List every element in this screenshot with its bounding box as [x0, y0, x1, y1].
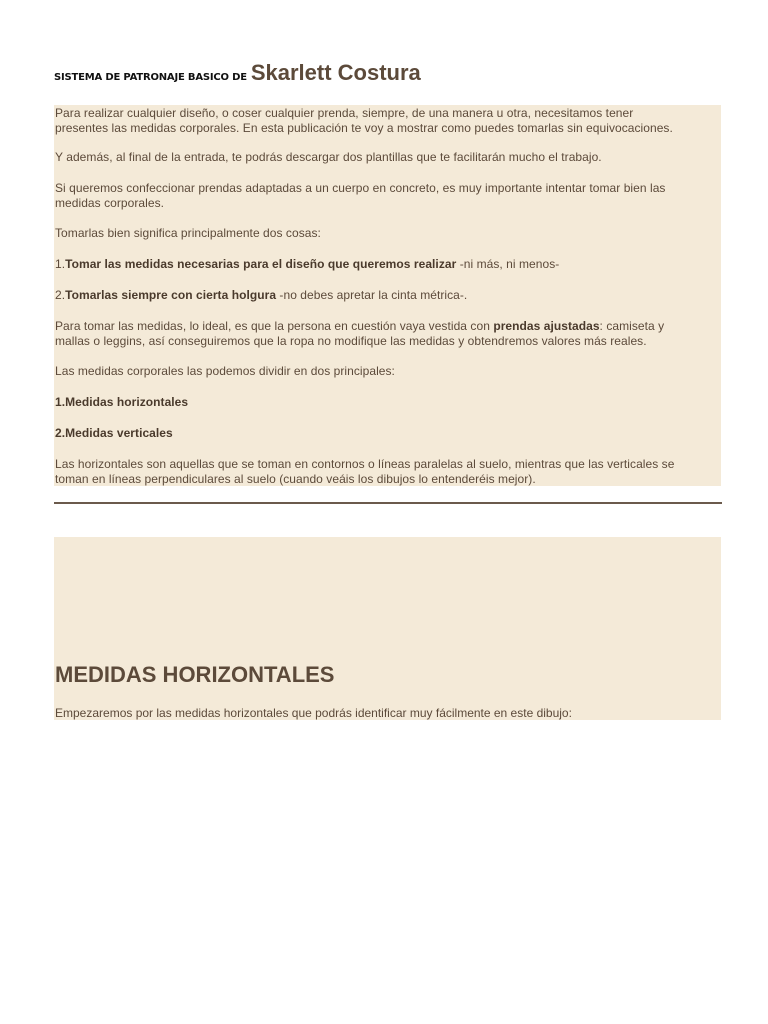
list-item-2: 2.Tomarlas siempre con cierta holgura -no debes apretar la cinta métrica-.	[55, 288, 468, 302]
paragraph-2: Y además, al final de la entrada, te podrás descargar dos plantillas que te facilitarán mucho el trabajo.	[55, 150, 602, 164]
list-item-1: 1.Tomar las medidas necesarias para el diseño que queremos realizar -ni más, ni menos-	[55, 257, 560, 271]
intro-block	[54, 105, 721, 486]
section-divider	[54, 502, 722, 504]
subheading-vertical: 2.Medidas verticales	[55, 426, 173, 440]
paragraph-4: Tomarlas bien significa principalmente dos cosas:	[55, 226, 321, 240]
header-brand: Skarlett Costura	[250, 60, 421, 85]
paragraph-6: Las medidas corporales las podemos dividir en dos principales:	[55, 364, 395, 378]
paragraph-3: Si queremos confeccionar prendas adaptadas a un cuerpo en concreto, es muy importante intentar tomar bien las medidas corporales.	[55, 181, 666, 210]
document-header	[54, 60, 421, 86]
paragraph-7: Las horizontales son aquellas que se toman en contornos o líneas paralelas al suelo, mientras que las verticales se toman en líneas perpendiculares al suelo (cuando veáis los dibujos lo entenderéis mejor).	[55, 457, 675, 486]
horizontal-measures-section	[54, 537, 721, 720]
header-prefix: SISTEMA DE PATRONAJE BASICO DE	[54, 72, 247, 83]
section-heading: MEDIDAS HORIZONTALES	[55, 662, 335, 687]
subheading-horizontal: 1.Medidas horizontales	[55, 395, 189, 409]
paragraph-1: Para realizar cualquier diseño, o coser cualquier prenda, siempre, de una manera u otra, necesitamos tener presentes las medidas corporales. En esta publicación te voy a mostrar como puedes tomarlas sin equivocaciones.	[55, 106, 673, 135]
section-intro: Empezaremos por las medidas horizontales que podrás identificar muy fácilmente en este dibujo:	[55, 706, 572, 720]
paragraph-5: Para tomar las medidas, lo ideal, es que la persona en cuestión vaya vestida con prendas ajustadas: camiseta y mallas o leggins, así conseguiremos que la ropa no modifique las medidas y obtendremos valores más reales.	[55, 319, 665, 348]
